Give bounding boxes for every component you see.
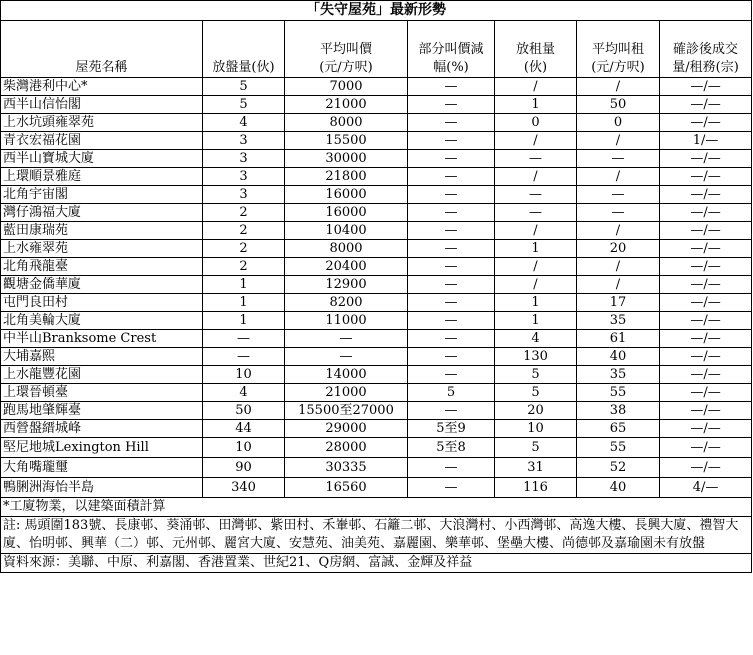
- cell-price-cut: —: [408, 132, 495, 150]
- cell-rent-listings: /: [495, 222, 577, 240]
- cell-price: 12900: [285, 276, 408, 294]
- cell-name: 觀塘金僑華廈: [1, 276, 203, 294]
- table-row: [1, 168, 752, 186]
- cell-price: —: [285, 330, 408, 348]
- cell-rent-listings: /: [495, 258, 577, 276]
- cell-rent: 35: [577, 366, 660, 384]
- table-row: [1, 384, 752, 402]
- cell-name: 西營盤縉城峰: [1, 420, 203, 438]
- cell-rent-listings: 20: [495, 402, 577, 420]
- cell-price-cut: —: [408, 458, 495, 478]
- cell-rent: 17: [577, 294, 660, 312]
- cell-deals: —/—: [660, 366, 752, 384]
- cell-deals: —/—: [660, 384, 752, 402]
- cell-listings: 44: [203, 420, 285, 438]
- cell-deals: —/—: [660, 258, 752, 276]
- cell-rent-listings: /: [495, 78, 577, 96]
- cell-rent-listings: 1: [495, 312, 577, 330]
- header-name: 屋苑名稱: [1, 21, 203, 78]
- cell-price-cut: —: [408, 330, 495, 348]
- cell-rent-listings: 5: [495, 384, 577, 402]
- cell-price: 14000: [285, 366, 408, 384]
- cell-price-cut: —: [408, 222, 495, 240]
- table-row: [1, 330, 752, 348]
- cell-listings: 90: [203, 458, 285, 478]
- cell-rent: /: [577, 276, 660, 294]
- cell-price-cut: 5: [408, 384, 495, 402]
- cell-name: 上環晉頓臺: [1, 384, 203, 402]
- cell-price-cut: —: [408, 366, 495, 384]
- cell-rent: —: [577, 204, 660, 222]
- cell-listings: 5: [203, 78, 285, 96]
- cell-rent-listings: 1: [495, 96, 577, 114]
- cell-deals: —/—: [660, 222, 752, 240]
- cell-deals: —/—: [660, 458, 752, 478]
- cell-rent: /: [577, 258, 660, 276]
- cell-name: 鴨脷洲海怡半島: [1, 478, 203, 498]
- cell-rent: 20: [577, 240, 660, 258]
- cell-price-cut: —: [408, 186, 495, 204]
- cell-listings: —: [203, 330, 285, 348]
- cell-price-cut: —: [408, 312, 495, 330]
- cell-deals: —/—: [660, 204, 752, 222]
- table-body: [1, 78, 752, 498]
- table-row: [1, 478, 752, 498]
- cell-rent: /: [577, 168, 660, 186]
- cell-rent: 65: [577, 420, 660, 438]
- table-title: 「失守屋苑」最新形勢: [1, 1, 752, 21]
- cell-name: 跑馬地肇輝臺: [1, 402, 203, 420]
- header-avg-ask-rent: 平均叫租 (元/方呎): [577, 21, 660, 78]
- cell-rent-listings: 1: [495, 240, 577, 258]
- table-row: [1, 458, 752, 478]
- cell-listings: 10: [203, 438, 285, 458]
- table-row: [1, 276, 752, 294]
- cell-rent: 40: [577, 478, 660, 498]
- cell-price-cut: —: [408, 276, 495, 294]
- cell-name: 大埔嘉熙: [1, 348, 203, 366]
- cell-rent: 35: [577, 312, 660, 330]
- cell-deals: —/—: [660, 240, 752, 258]
- cell-price: 16000: [285, 186, 408, 204]
- cell-listings: 2: [203, 240, 285, 258]
- cell-listings: 340: [203, 478, 285, 498]
- cell-name: 上水龍豐花園: [1, 366, 203, 384]
- cell-price: —: [285, 348, 408, 366]
- cell-rent-listings: 5: [495, 366, 577, 384]
- cell-price-cut: —: [408, 114, 495, 132]
- cell-price: 21000: [285, 96, 408, 114]
- cell-deals: —/—: [660, 96, 752, 114]
- cell-name: 西半山寶城大廈: [1, 150, 203, 168]
- cell-listings: 1: [203, 294, 285, 312]
- cell-deals: 1/—: [660, 132, 752, 150]
- cell-listings: —: [203, 348, 285, 366]
- cell-listings: 3: [203, 150, 285, 168]
- cell-rent-listings: 10: [495, 420, 577, 438]
- cell-rent: 52: [577, 458, 660, 478]
- cell-price: 15500至27000: [285, 402, 408, 420]
- cell-deals: —/—: [660, 78, 752, 96]
- cell-rent-listings: —: [495, 186, 577, 204]
- cell-price: 16000: [285, 204, 408, 222]
- cell-name: 灣仔鴻福大廈: [1, 204, 203, 222]
- cell-rent: 40: [577, 348, 660, 366]
- cell-listings: 3: [203, 132, 285, 150]
- cell-deals: —/—: [660, 438, 752, 458]
- cell-price-cut: —: [408, 348, 495, 366]
- cell-price-cut: —: [408, 240, 495, 258]
- cell-price-cut: 5至9: [408, 420, 495, 438]
- table-row: [1, 420, 752, 438]
- cell-rent: 0: [577, 114, 660, 132]
- cell-price-cut: —: [408, 96, 495, 114]
- cell-listings: 10: [203, 366, 285, 384]
- table-row: [1, 240, 752, 258]
- cell-deals: —/—: [660, 402, 752, 420]
- cell-rent: /: [577, 222, 660, 240]
- cell-rent: /: [577, 78, 660, 96]
- cell-name: 中半山Branksome Crest: [1, 330, 203, 348]
- cell-rent-listings: /: [495, 132, 577, 150]
- cell-listings: 3: [203, 168, 285, 186]
- cell-price: 29000: [285, 420, 408, 438]
- table-row: [1, 96, 752, 114]
- source: 資料來源：美聯、中原、利嘉閣、香港置業、世紀21、Q房網、富誠、金輝及祥益: [1, 554, 752, 573]
- cell-listings: 3: [203, 186, 285, 204]
- cell-deals: —/—: [660, 330, 752, 348]
- cell-price: 21800: [285, 168, 408, 186]
- cell-price: 11000: [285, 312, 408, 330]
- cell-price-cut: —: [408, 478, 495, 498]
- cell-listings: 2: [203, 258, 285, 276]
- cell-price: 30335: [285, 458, 408, 478]
- cell-deals: —/—: [660, 150, 752, 168]
- cell-rent-listings: 5: [495, 438, 577, 458]
- header-listings: 放盤量(伙): [203, 21, 285, 78]
- cell-listings: 50: [203, 402, 285, 420]
- cell-listings: 2: [203, 222, 285, 240]
- cell-listings: 2: [203, 204, 285, 222]
- cell-name: 上水雍翠苑: [1, 240, 203, 258]
- table-row: [1, 438, 752, 458]
- cell-rent-listings: 1: [495, 294, 577, 312]
- cell-price-cut: —: [408, 402, 495, 420]
- cell-price: 30000: [285, 150, 408, 168]
- cell-price: 8000: [285, 240, 408, 258]
- header-deals: 確診後成交 量/租務(宗): [660, 21, 752, 78]
- cell-rent-listings: /: [495, 168, 577, 186]
- table-row: [1, 366, 752, 384]
- header-avg-ask-price: 平均叫價 (元/方呎): [285, 21, 408, 78]
- cell-name: 上水坑頭雍翠苑: [1, 114, 203, 132]
- cell-listings: 4: [203, 114, 285, 132]
- cell-listings: 4: [203, 384, 285, 402]
- cell-price: 15500: [285, 132, 408, 150]
- cell-price: 28000: [285, 438, 408, 458]
- cell-listings: 1: [203, 312, 285, 330]
- cell-rent: —: [577, 186, 660, 204]
- cell-rent-listings: /: [495, 276, 577, 294]
- table-row: [1, 222, 752, 240]
- table-row: [1, 150, 752, 168]
- cell-rent-listings: —: [495, 150, 577, 168]
- cell-price-cut: —: [408, 258, 495, 276]
- cell-price: 21000: [285, 384, 408, 402]
- cell-price-cut: —: [408, 204, 495, 222]
- cell-deals: —/—: [660, 294, 752, 312]
- cell-name: 北角宇宙閣: [1, 186, 203, 204]
- cell-rent: /: [577, 132, 660, 150]
- cell-rent-listings: 116: [495, 478, 577, 498]
- cell-rent-listings: 31: [495, 458, 577, 478]
- cell-deals: 4/—: [660, 478, 752, 498]
- cell-name: 大角嘴瓏璽: [1, 458, 203, 478]
- cell-price-cut: —: [408, 78, 495, 96]
- header-price-cut: 部分叫價減 幅(%): [408, 21, 495, 78]
- cell-price: 10400: [285, 222, 408, 240]
- cell-name: 藍田康瑞苑: [1, 222, 203, 240]
- cell-price: 20400: [285, 258, 408, 276]
- cell-rent: 61: [577, 330, 660, 348]
- cell-price-cut: —: [408, 150, 495, 168]
- cell-deals: —/—: [660, 114, 752, 132]
- footnote: *工廈物業，以建築面積計算: [1, 498, 752, 517]
- table-row: [1, 78, 752, 96]
- cell-name: 堅尼地城Lexington Hill: [1, 438, 203, 458]
- cell-deals: —/—: [660, 312, 752, 330]
- table-row: [1, 402, 752, 420]
- cell-deals: —/—: [660, 420, 752, 438]
- cell-price: 16560: [285, 478, 408, 498]
- cell-listings: 1: [203, 276, 285, 294]
- cell-name: 柴灣港利中心*: [1, 78, 203, 96]
- cell-price-cut: —: [408, 168, 495, 186]
- cell-name: 上環順景雅庭: [1, 168, 203, 186]
- table-row: [1, 204, 752, 222]
- cell-rent: —: [577, 150, 660, 168]
- cell-price: 8000: [285, 114, 408, 132]
- cell-name: 北角飛龍臺: [1, 258, 203, 276]
- cell-price-cut: 5至8: [408, 438, 495, 458]
- table-row: [1, 114, 752, 132]
- cell-price-cut: —: [408, 294, 495, 312]
- cell-rent: 38: [577, 402, 660, 420]
- cell-name: 北角美輪大廈: [1, 312, 203, 330]
- table-row: [1, 132, 752, 150]
- header-rent-listings: 放租量 (伙): [495, 21, 577, 78]
- cell-rent-listings: 0: [495, 114, 577, 132]
- cell-rent: 55: [577, 384, 660, 402]
- table-row: [1, 258, 752, 276]
- cell-rent-listings: —: [495, 204, 577, 222]
- note: 註: 馬頭圍183號、長康邨、葵涌邨、田灣邨、紫田村、禾輋邨、石籬二邨、大浪灣村、小西灣邨、高逸大樓、長興大廈、禮智大廈、怡明邨、興華（二）邨、元州邨、麗宮大廈、安慧苑、油美苑、嘉麗園、樂華邨、堡壘大樓、尚德邨及嘉瑜園未有放盤: [1, 517, 752, 554]
- table-row: [1, 312, 752, 330]
- cell-rent: 50: [577, 96, 660, 114]
- cell-deals: —/—: [660, 186, 752, 204]
- cell-rent-listings: 130: [495, 348, 577, 366]
- cell-price: 7000: [285, 78, 408, 96]
- cell-deals: —/—: [660, 348, 752, 366]
- table-row: [1, 186, 752, 204]
- cell-name: 屯門良田村: [1, 294, 203, 312]
- table-row: [1, 348, 752, 366]
- cell-rent-listings: 4: [495, 330, 577, 348]
- cell-rent: 55: [577, 438, 660, 458]
- cell-deals: —/—: [660, 276, 752, 294]
- cell-price: 8200: [285, 294, 408, 312]
- cell-name: 青衣宏福花園: [1, 132, 203, 150]
- table-row: [1, 294, 752, 312]
- cell-name: 西半山信怡閣: [1, 96, 203, 114]
- header-row: [1, 21, 752, 78]
- cell-deals: —/—: [660, 168, 752, 186]
- cell-listings: 5: [203, 96, 285, 114]
